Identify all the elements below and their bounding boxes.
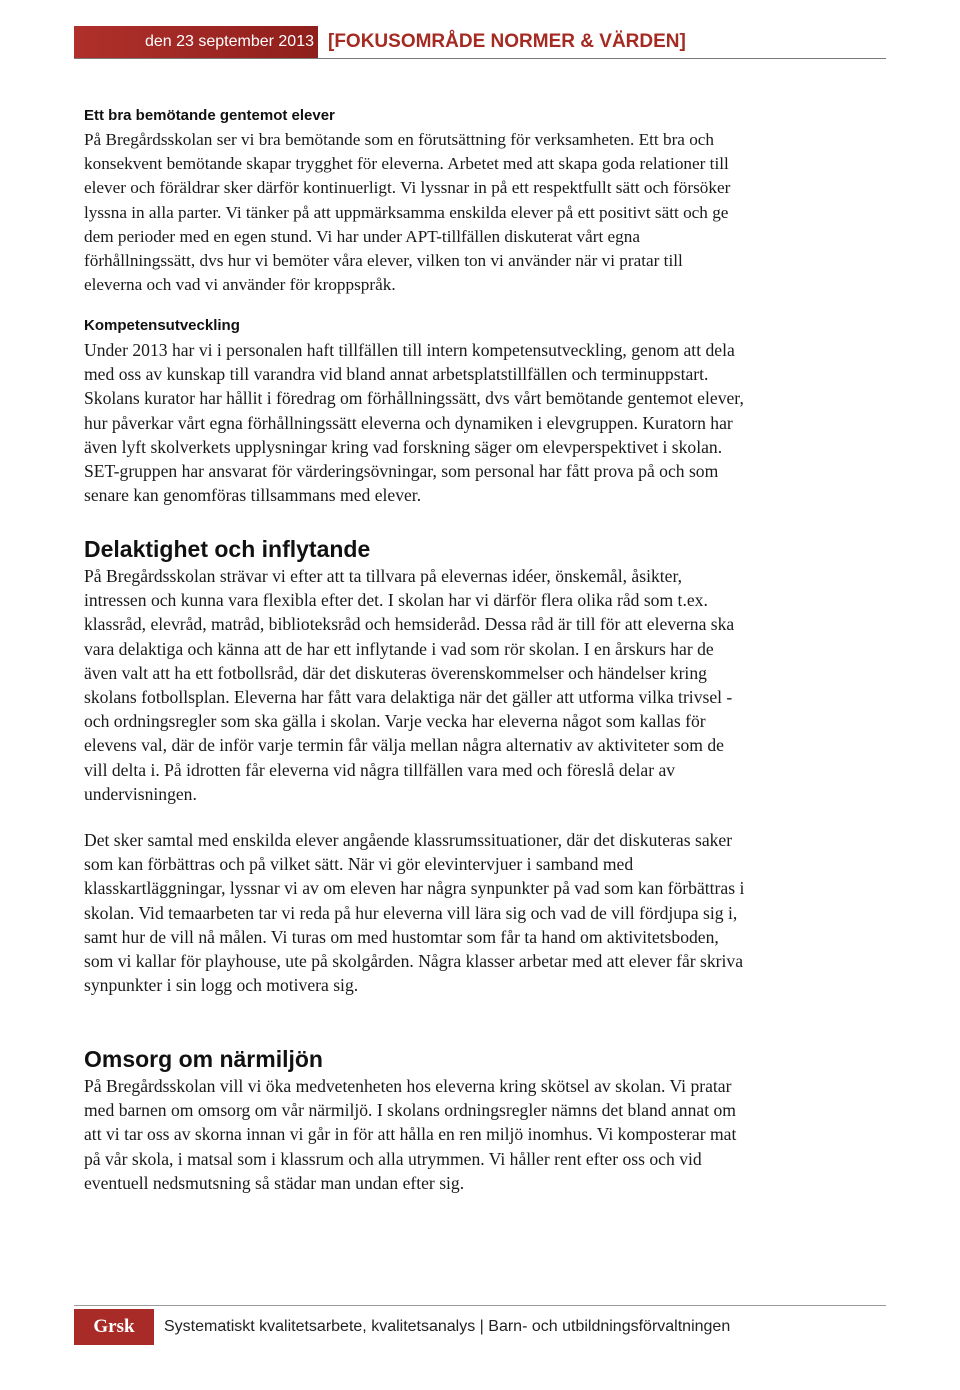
text-line: senare kan genomföras tillsammans med elever.: [84, 485, 422, 506]
text-line: lyssna in alla parter. Vi tänker på att uppmärksamma enskilda elever på ett positivt sätt och ge: [84, 202, 729, 222]
header-title: [FOKUSOMRÅDE NORMER & VÄRDEN]: [328, 31, 686, 52]
text-line: undervisningen.: [84, 783, 197, 804]
text-line: med barnen om omsorg om vår närmiljö. I skolans ordningsregler nämns det bland annat om: [84, 1100, 736, 1121]
section-delaktighet-paragraph-2: [84, 828, 880, 997]
text-line: elever och föräldrar sker därför kontinuerligt. Vi lyssnar in på ett respektfullt sätt och försöker: [84, 178, 731, 198]
text-line: eleverna och vad vi använder för kroppspråk.: [84, 275, 396, 295]
text-line: även valt att ha ett fotbollsråd, där det diskuteras överenskommelser och händelser kring: [84, 662, 707, 683]
text-line: skolan. Vid temaarbeten tar vi reda på hur eleverna vill lära sig och vad de vill fördjupa sig i,: [84, 902, 738, 923]
text-line: eventuell nedsmutsning så städar man undan efter sig.: [84, 1172, 465, 1193]
text-line: SET-gruppen har ansvarat för värderingsövningar, som personal har fått prova på och som: [84, 461, 719, 482]
text-line: klasskartläggningar, lyssnar vi av om eleven har några synpunkter på vad som kan förbättras i: [84, 878, 745, 899]
section-heading: Kompetensutveckling: [84, 317, 240, 334]
text-line: synpunkter i sin logg och motivera sig.: [84, 975, 359, 996]
header-divider: [74, 58, 886, 59]
text-line: På Bregårdsskolan ser vi bra bemötande som en förutsättning för verksamheten. Ett bra och: [84, 130, 715, 149]
page-header: [74, 26, 886, 58]
section-heading: Omsorg om närmiljön: [84, 1046, 323, 1072]
text-line: elevens val, där de inför varje termin får välja mellan några alternativ av aktiviteter som de: [84, 735, 724, 756]
text-line: förhållningssätt, dvs hur vi bemöter våra elever, vilken ton vi använder när vi pratar till: [84, 251, 683, 271]
text-line: som vi kallar för playhouse, ute på skolgården. Några klasser arbetar med att elever får skriva: [84, 951, 744, 972]
page-footer: [74, 1307, 886, 1345]
text-line: På Bregårdsskolan strävar vi efter att ta tillvara på elevernas idéer, önskemål, åsikter,: [84, 566, 683, 586]
text-line: Under 2013 har vi i personalen haft tillfällen till intern kompetensutveckling, genom att dela: [84, 340, 735, 360]
text-line: dem perioder med en egen stund. Vi har under APT-tillfällen diskuterat vårt egna: [84, 226, 640, 246]
text-line: med oss av kunskap till varandra vid bland annat arbetsplatstillfällen och terminuppstart.: [84, 364, 709, 385]
section-kompetens: [84, 314, 880, 507]
text-line: hur påverkar vårt egna förhållningssätt eleverna och dynamiken i elevgruppen. Kuratorn har: [84, 412, 733, 433]
text-line: klassråd, elevråd, matråd, biblioteksråd och hemsideråd. Dessa råd är till för att eleverna ska: [84, 614, 735, 635]
text-line: på vår skola, i matsal som i klassrum och alla utrymmen. Vi håller rent efter oss och vid: [84, 1148, 702, 1169]
footer-divider: [74, 1305, 886, 1306]
text-line: att vi tar oss av skorna innan vi går in för att hålla en ren miljö inomhus. Vi komposterar mat: [84, 1124, 737, 1145]
section-bemotande: [84, 104, 880, 297]
text-line: På Bregårdsskolan vill vi öka medvetenheten hos eleverna kring skötsel av skolan. Vi pratar: [84, 1076, 732, 1096]
text-line: samt hur de vill nå målen. Vi turas om med hustomtar som får ta hand om aktivitetsboden,: [84, 926, 719, 947]
section-heading: Ett bra bemötande gentemot elever: [84, 107, 335, 124]
section-omsorg: [84, 1044, 880, 1195]
text-line: konsekvent bemötande skapar trygghet för eleverna. Arbetet med att skapa goda relationer till: [84, 154, 729, 174]
text-line: vara delaktiga och känna att de har ett inflytande i vad som rör skolan. I en årskurs har de: [84, 638, 714, 659]
text-line: vill delta i. På idrotten får eleverna vid några tillfällen vara med och föreslå delar av: [84, 759, 676, 780]
text-line: och ordningsregler som ska gälla i skolan. Varje vecka har eleverna något som kallas för: [84, 711, 706, 732]
text-line: Det sker samtal med enskilda elever angående klassrumssituationer, där det diskuteras saker: [84, 830, 733, 850]
text-line: skolans fotbollsplan. Eleverna har fått vara delaktiga när det gäller att utforma vilka trivsel -: [84, 687, 733, 708]
section-delaktighet: [84, 534, 880, 806]
grsk-logo: Grsk: [74, 1309, 154, 1345]
text-line: Skolans kurator har hållit i föredrag om förhållningssätt, dvs vårt bemötande gentemot elever,: [84, 388, 744, 409]
text-line: som kan förbättras och på vilket sätt. När vi gör elevintervjuer i samband med: [84, 854, 634, 875]
text-line: även lyft skolverkets upplysningar kring vad forskning säger om elevperspektivet i skolan.: [84, 436, 723, 457]
header-date: den 23 september 2013: [74, 26, 318, 58]
footer-text: Systematiskt kvalitetsarbete, kvalitetsanalys | Barn- och utbildningsförvaltningen: [164, 1318, 731, 1335]
section-heading: Delaktighet och inflytande: [84, 536, 371, 562]
text-line: intressen och kunna vara flexibla efter det. I skolan har vi därför flera olika råd som t.ex.: [84, 590, 708, 611]
